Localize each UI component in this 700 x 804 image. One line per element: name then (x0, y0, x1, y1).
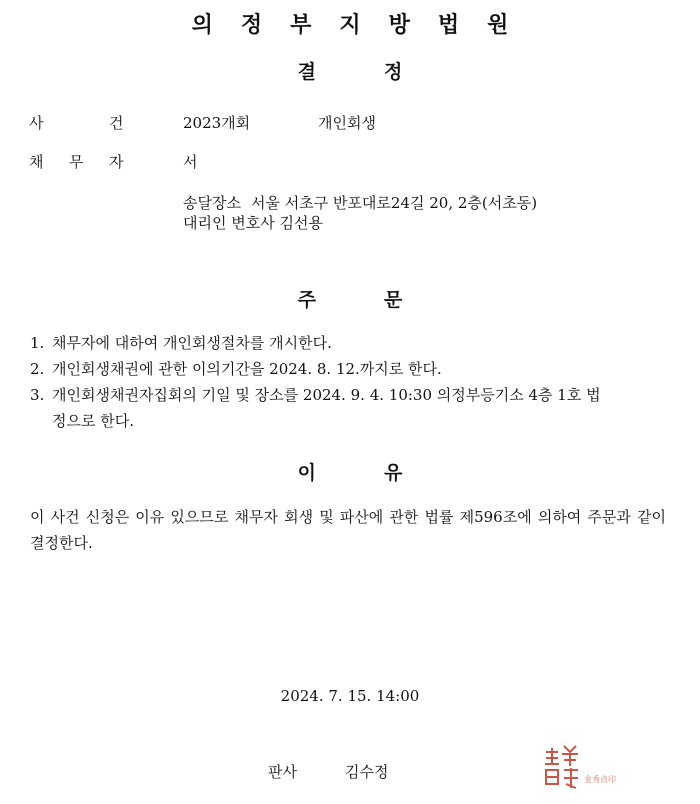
case-label: 사 건 (29, 114, 124, 132)
reason-text: 이 사건 신청은 이유 있으므로 채무자 회생 및 파산에 관한 법률 제596조에 의하여 주문과 같이 결정한다. (30, 508, 666, 552)
debtor-agent: 대리인 변호사 김선용 (183, 214, 323, 232)
order-heading: 주 문 (297, 289, 403, 311)
reason-heading: 이 유 (297, 462, 403, 484)
service-address: 송달장소 서울 서초구 반포대로24길 20, 2층(서초동) (183, 194, 538, 212)
judge-name: 김수정 (345, 763, 389, 781)
judge-label: 판사 (268, 763, 297, 781)
debtor-name: 서 (183, 153, 198, 171)
decision-date: 2024. 7. 15. 14:00 (280, 687, 420, 705)
court-name: 의정부지방법원 (191, 12, 537, 38)
document-title: 결 정 (297, 61, 403, 83)
svg-text:金秀貞印: 金秀貞印 (584, 775, 616, 784)
order-item: 1. 채무자에 대하여 개인회생절차를 개시한다. (30, 334, 332, 352)
judge-seal (540, 742, 616, 790)
order-item: 3. 개인회생채권자집회의 기일 및 장소를 2024. 9. 4. 10:30 의정부등기소 4층 1호 법 (30, 386, 601, 404)
debtor-label: 채 무 자 (29, 153, 124, 171)
order-item-continuation: 정으로 한다. (52, 412, 134, 430)
case-type: 개인회생 (318, 114, 376, 132)
case-number: 2023개회 (183, 114, 251, 132)
order-item: 2. 개인회생채권에 관한 이의기간을 2024. 8. 12.까지로 한다. (30, 360, 442, 378)
